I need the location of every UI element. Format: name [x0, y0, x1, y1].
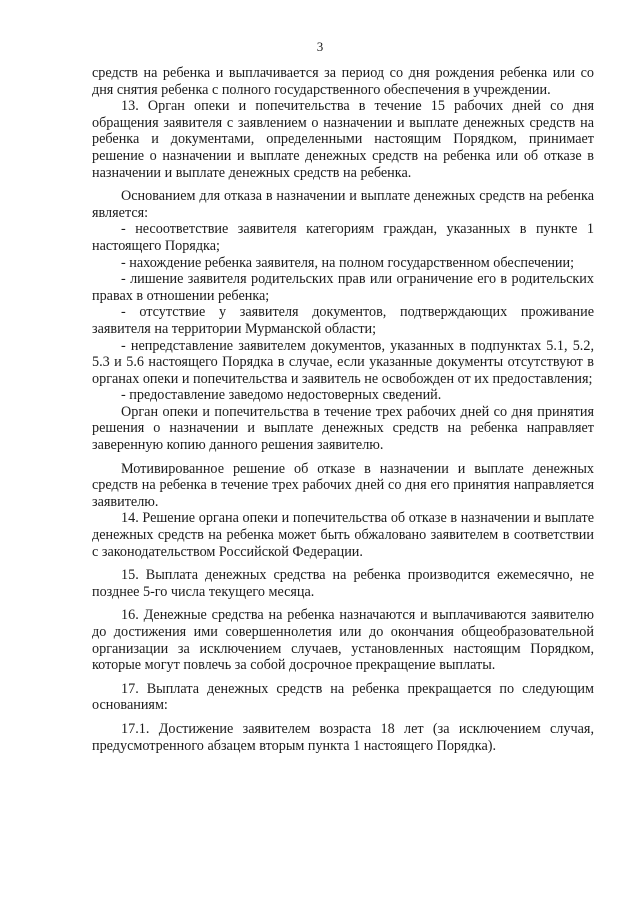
paragraph-14: 14. Решение органа опеки и попечительства об отказе в назначении и выплате денежных средств на ребенка может быть обжаловано заявителем в соответствии с законодательством Российской Федерации. — [92, 510, 594, 560]
paragraph-13: 13. Орган опеки и попечительства в течение 15 рабочих дней со дня обращения заявителя с заявлением о назначении и выплате денежных средств на ребенка и документами, определенными настоящим Порядком, принимает решение о назначении и выплате денежных средств на ребенка или об отказе в назначении и выплате денежных средств на ребенка. — [92, 98, 594, 181]
list-item-parental-rights: - лишение заявителя родительских прав или ограничение его в родительских правах в отношении ребенка; — [92, 271, 594, 304]
list-item-false-information: - предоставление заведомо недостоверных сведений. — [121, 387, 442, 404]
paragraph-17-1: 17.1. Достижение заявителем возраста 18 лет (за исключением случая, предусмотренного абзацем вторым пункта 1 настоящего Порядка). — [92, 720, 594, 754]
list-item-category-mismatch: - несоответствие заявителя категориям граждан, указанных в пункте 1 настоящего Порядка; — [92, 221, 594, 254]
list-item-state-support: - нахождение ребенка заявителя, на полном государственном обеспечении; — [121, 254, 575, 271]
paragraph-17: 17. Выплата денежных средств на ребенка прекращается по следующим основаниям: — [92, 680, 594, 714]
paragraph-decision-copy: Орган опеки и попечительства в течение трех рабочих дней со дня принятия решения о назначении и выплате денежных средств на ребенка направляет заверенную копию данного решения заявителю. — [92, 403, 594, 454]
page-number: 3 — [316, 39, 324, 54]
paragraph-16: 16. Денежные средства на ребенка назначаются и выплачиваются заявителю до достижения ими совершеннолетия или до окончания общеобразовательной организации за исключением случаев, установленных настоящим Порядком, которые могут повлечь за собой досрочное прекращение выплаты. — [92, 607, 594, 674]
document-body — [92, 65, 594, 754]
paragraph-15: 15. Выплата денежных средства на ребенка производится ежемесячно, не позднее 5-го числа текущего месяца. — [92, 567, 594, 600]
paragraph-refusal-grounds-intro: Основанием для отказа в назначении и выплате денежных средств на ребенка является: — [92, 188, 594, 221]
paragraph-refusal-decision: Мотивированное решение об отказе в назначении и выплате денежных средств на ребенка в течение трех рабочих дней со дня его принятия направляется заявителю. — [92, 460, 594, 510]
list-item-missing-documents: - непредставление заявителем документов, указанных в подпунктах 5.1, 5.2, 5.3 и 5.6 настоящего Порядка в случае, если указанные документы отсутствуют в органах опеки и попечительства и заявитель не освобожден от их предоставления; — [92, 337, 594, 387]
list-item-residence-documents: - отсутствие у заявителя документов, подтверждающих проживание заявителя на территории Мурманской области; — [92, 304, 594, 337]
paragraph-continuation: средств на ребенка и выплачивается за период со дня рождения ребенка или со дня снятия ребенка с полного государственного обеспечения в учреждении. — [92, 65, 594, 98]
